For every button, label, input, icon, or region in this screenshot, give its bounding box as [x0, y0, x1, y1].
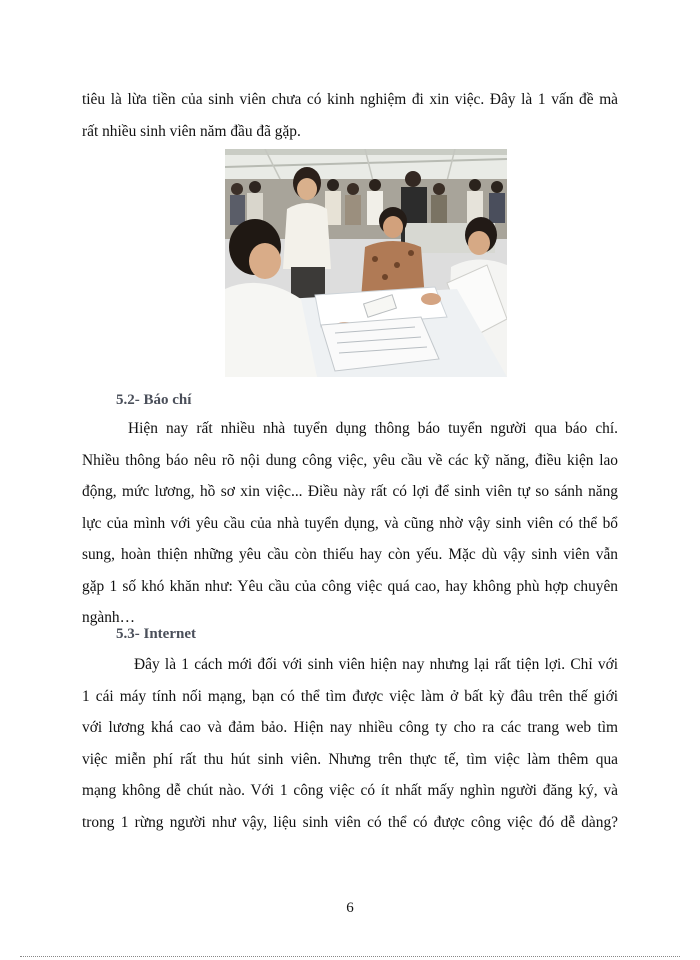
intro-line-2: rất nhiều sinh viên năm đầu đã gặp.	[82, 122, 301, 140]
paragraph-line: việc miễn phí rất thu hút sinh viên. Nhưng trên thực tế, tìm việc làm thêm qua	[82, 750, 618, 768]
job-fair-photo	[225, 149, 507, 377]
section-heading-bao-chi: 5.2- Báo chí	[116, 392, 192, 408]
paragraph-line: 1 cái máy tính nối mạng, bạn có thể tìm được việc làm ở bất kỳ đâu trên thế giới	[82, 687, 618, 705]
paragraph-line: ngành…	[82, 609, 136, 626]
paragraph-line: trong 1 rừng người như vậy, liệu sinh viên có thể có được công việc đó dễ dàng?	[82, 813, 618, 831]
paragraph-line: sung, hoàn thiện những yêu cầu còn thiếu hay còn yếu. Mặc dù vậy sinh viên vẫn	[82, 546, 618, 563]
section-paragraph-internet	[82, 649, 618, 838]
paragraph-line: Nhiều thông báo nêu rõ nội dung công việc, yêu cầu về các kỹ năng, điều kiện lao	[82, 451, 618, 469]
page-bottom-divider	[20, 956, 680, 957]
paragraph-line: Hiện nay rất nhiều nhà tuyển dụng thông báo tuyển người qua báo chí.	[128, 420, 618, 437]
paragraph-line: lực của mình với yêu cầu của nhà tuyển dụng, và cũng nhờ vậy sinh viên có thể bổ	[82, 514, 618, 532]
paragraph-line: gặp 1 số khó khăn như: Yêu cầu của công việc quá cao, hay không phù hợp chuyên	[82, 577, 618, 595]
intro-paragraph	[82, 84, 618, 147]
page-number: 6	[346, 900, 354, 916]
intro-line-1: tiêu là lừa tiền của sinh viên chưa có kinh nghiệm đi xin việc. Đây là 1 vấn đề mà	[82, 91, 618, 108]
paragraph-line: Đây là 1 cách mới đối với sinh viên hiện nay nhưng lại rất tiện lợi. Chỉ với	[134, 656, 618, 673]
paragraph-line: mạng không dễ chút nào. Với 1 công việc có ít nhất mấy nghìn người đăng ký, và	[82, 782, 618, 799]
paragraph-line: với lương khá cao và đảm bảo. Hiện nay nhiều công ty cho ra các trang web tìm	[82, 719, 618, 736]
photo-illustration	[225, 149, 507, 377]
section-heading-internet: 5.3- Internet	[116, 626, 196, 642]
paragraph-line: động, mức lương, hồ sơ xin việc... Điều này rất có lợi để sinh viên tự so sánh năng	[82, 483, 618, 500]
section-paragraph-bao-chi	[82, 413, 618, 634]
